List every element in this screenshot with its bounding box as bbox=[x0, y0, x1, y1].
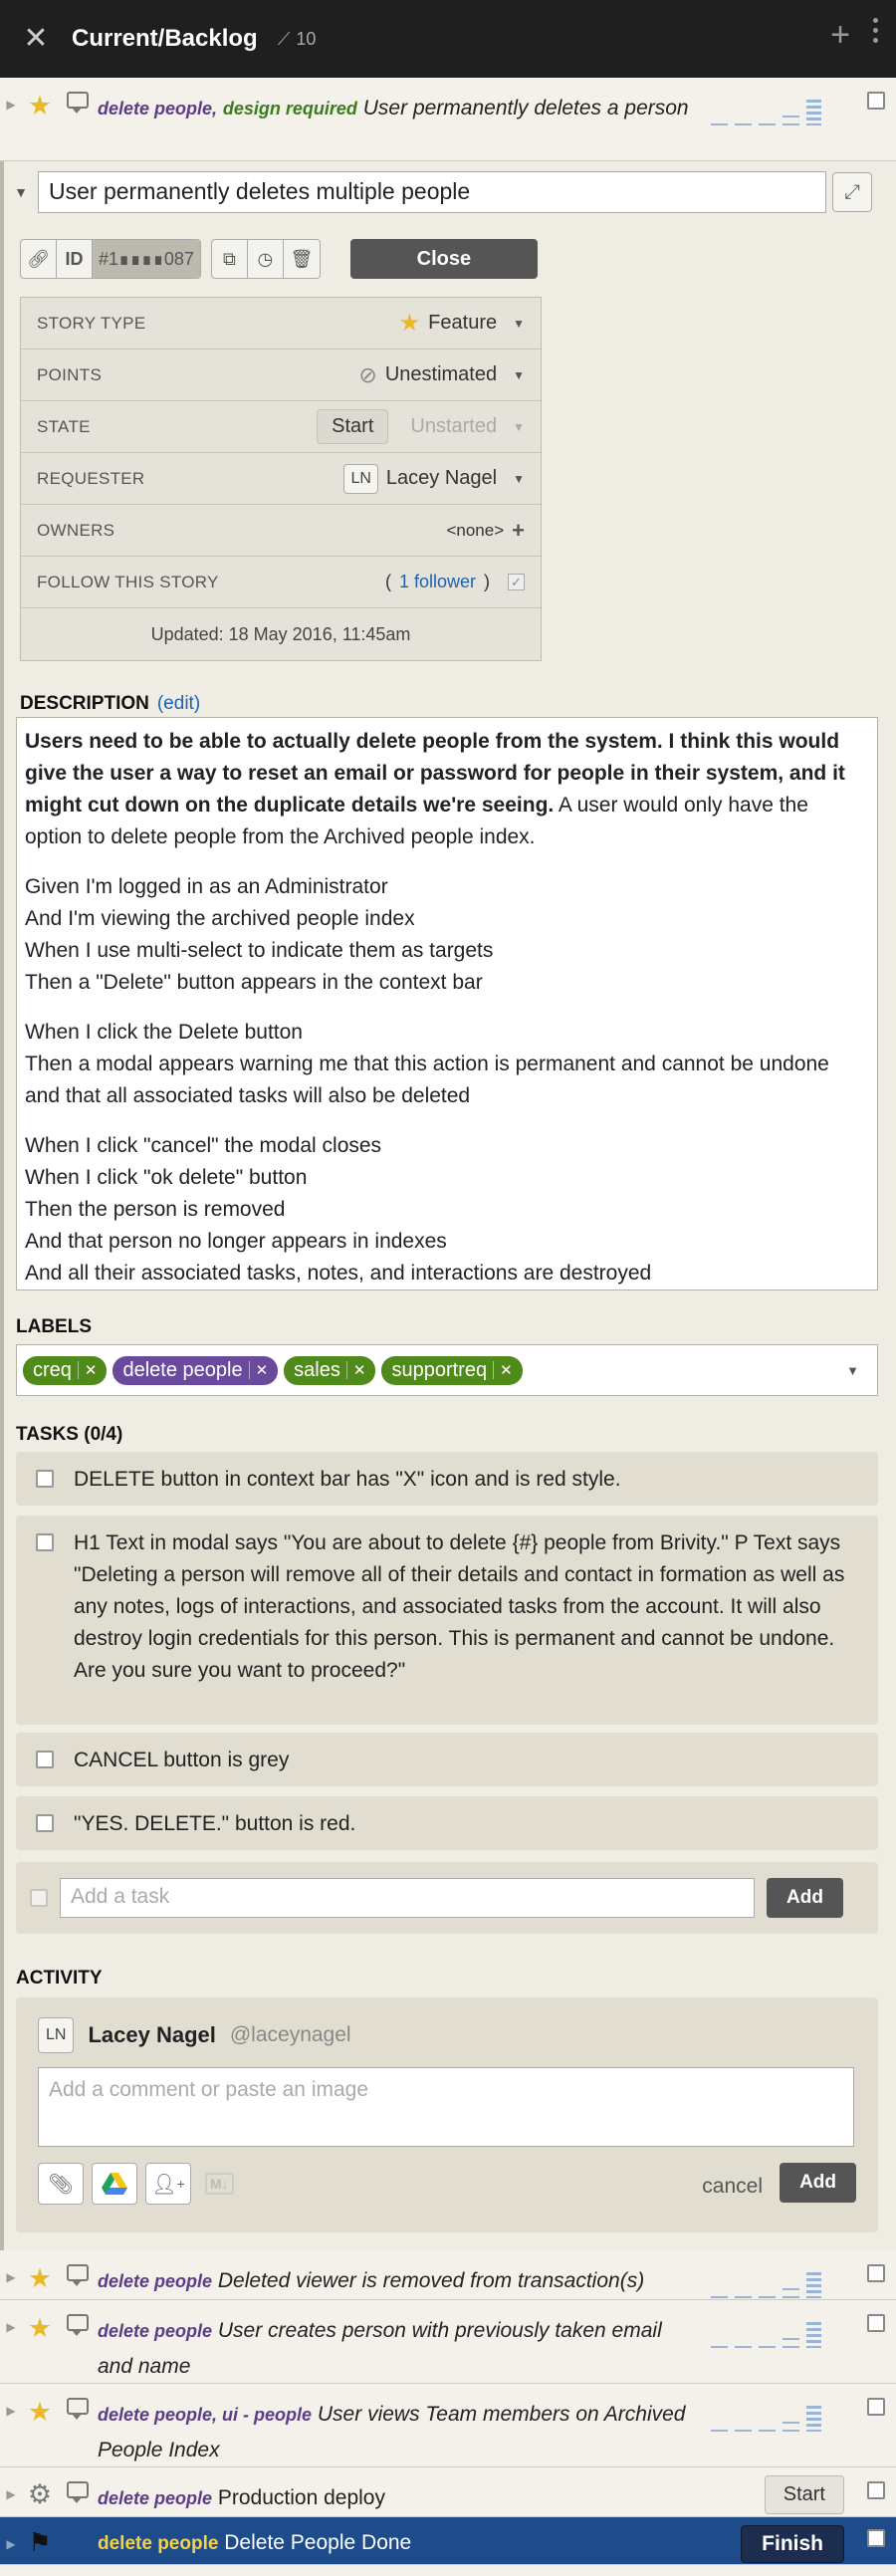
points-row[interactable]: POINTS ⊘ Unestimated ▼ bbox=[21, 350, 541, 401]
id-toolbar bbox=[20, 239, 538, 279]
estimate-selector[interactable] bbox=[711, 2250, 856, 2298]
story-row[interactable] bbox=[0, 2467, 896, 2517]
id-value[interactable]: #1∎∎∎∎087 bbox=[93, 240, 200, 278]
story-label[interactable]: delete people bbox=[98, 2533, 219, 2554]
feature-star-icon: ★ bbox=[398, 310, 421, 337]
task-checkbox[interactable] bbox=[36, 1470, 54, 1488]
story-title: delete people, ui - people User views Team members on Archived People Index bbox=[98, 2403, 686, 2461]
finish-button[interactable]: Finish bbox=[741, 2525, 844, 2563]
story-label[interactable]: delete people bbox=[98, 2488, 213, 2508]
description-text[interactable]: Users need to be able to actually delete people from the system. I think this would give the user a way to reset an email or password for people in their system, and it might cut down on the duplicate details we're seeing. A user would only have the option to delete people from the Archived people index. Given I'm logged in as an Administrator And I'm viewing the archived people index When I use multi-select to indicate them as targets Then a "Delete" button appears in the context bar When I click the Delete button Then a modal appears warning me that this action is permanent and cannot be undone and that all associated tasks will also be deleted When I click "cancel" the modal closes When I click "ok delete" button Then the person is removed And that person no longer appears in indexes And all their associated tasks, notes, and interactions are destroyed bbox=[16, 717, 878, 1290]
story-title-row bbox=[4, 171, 872, 213]
labels-heading: LABELS bbox=[16, 1316, 92, 1337]
add-task-button[interactable]: Add bbox=[767, 1878, 843, 1918]
story-title-input[interactable]: User permanently deletes multiple people bbox=[38, 171, 826, 213]
story-title: delete people Production deploy bbox=[98, 2486, 385, 2509]
estimate-selector[interactable] bbox=[711, 78, 856, 125]
cancel-comment-link[interactable]: cancel bbox=[702, 2175, 763, 2198]
comment-tools bbox=[38, 2163, 234, 2205]
kebab-icon[interactable] bbox=[870, 18, 880, 43]
expand-triangle-icon[interactable]: ▶ bbox=[6, 2270, 16, 2284]
expand-triangle-icon[interactable]: ▶ bbox=[6, 2320, 16, 2334]
close-button[interactable]: Close bbox=[350, 239, 538, 279]
chevron-down-icon: ▼ bbox=[513, 471, 525, 486]
select-checkbox[interactable] bbox=[856, 2250, 896, 2287]
story-properties bbox=[20, 297, 542, 661]
task-checkbox bbox=[30, 1889, 48, 1907]
trash-icon[interactable]: 🗑︎ bbox=[290, 248, 314, 269]
story-label[interactable]: delete people, ui - people bbox=[98, 2405, 313, 2425]
remove-icon[interactable]: ✕ bbox=[493, 1361, 513, 1379]
estimate-selector[interactable] bbox=[711, 2384, 856, 2432]
history-icon[interactable]: ◷ bbox=[248, 240, 284, 278]
story-row[interactable] bbox=[0, 2300, 896, 2384]
task-item[interactable]: H1 Text in modal says "You are about to delete {#} people from Brivity." P Text says "Deleting a person will remove all of their details and contact in formation as well as any notes, logs of interactions, and associated tasks from the account. It will also destroy login credentials for this person. This is permanent and cannot be undone. Are you sure you want to proceed?" bbox=[16, 1516, 878, 1725]
unestimated-icon: ⊘ bbox=[358, 361, 377, 387]
comment-icon bbox=[58, 2384, 98, 2420]
select-checkbox[interactable] bbox=[856, 2384, 896, 2421]
flag-icon: ⚑ bbox=[28, 2527, 52, 2557]
comment-author bbox=[38, 2017, 351, 2053]
id-group bbox=[20, 239, 201, 279]
story-label[interactable]: delete people bbox=[98, 2321, 213, 2341]
trend-icon: ⟋ bbox=[277, 28, 291, 49]
add-person-icon[interactable]: 👤︎ + bbox=[145, 2163, 191, 2205]
comment-icon bbox=[58, 2300, 98, 2336]
story-label[interactable]: design required bbox=[222, 99, 357, 118]
task-item[interactable]: DELETE button in context bar has "X" icon and is red style. bbox=[16, 1452, 878, 1506]
chevron-down-icon[interactable]: ▼ bbox=[846, 1362, 859, 1378]
task-checkbox[interactable] bbox=[36, 1533, 54, 1551]
story-type-row[interactable]: STORY TYPE ★ Feature ▼ bbox=[21, 298, 541, 350]
label-chip[interactable]: delete people ✕ bbox=[112, 1356, 278, 1385]
remove-icon[interactable]: ✕ bbox=[249, 1361, 269, 1379]
description-edit-link[interactable]: (edit) bbox=[156, 693, 201, 714]
clone-icon[interactable]: ⧉ bbox=[212, 240, 248, 278]
chevron-down-icon: ▼ bbox=[513, 316, 525, 331]
add-task-input[interactable]: Add a task bbox=[60, 1878, 755, 1918]
story-title: delete people Deleted viewer is removed from transaction(s) bbox=[98, 2269, 645, 2292]
chevron-down-icon: ▼ bbox=[513, 367, 525, 382]
labels-field[interactable] bbox=[16, 1344, 878, 1396]
follow-checkbox[interactable]: ✓ bbox=[508, 574, 525, 590]
paperclip-icon[interactable]: 📎︎ bbox=[38, 2163, 84, 2205]
task-checkbox[interactable] bbox=[36, 1751, 54, 1768]
add-task-row bbox=[16, 1862, 878, 1934]
expand-triangle-icon[interactable]: ▶ bbox=[6, 2537, 16, 2551]
task-item[interactable]: CANCEL button is grey bbox=[16, 1733, 878, 1786]
followers-link[interactable]: 1 follower bbox=[398, 572, 476, 591]
story-count: ⟋ 10 bbox=[277, 28, 317, 49]
comment-icon bbox=[58, 78, 98, 114]
follow-row: FOLLOW THIS STORY ( 1 follower ) ✓ bbox=[21, 557, 541, 608]
expand-icon[interactable]: ⤢ bbox=[832, 172, 872, 212]
avatar: LN bbox=[343, 464, 377, 494]
star-icon[interactable]: ★ bbox=[27, 91, 53, 120]
estimate-selector[interactable] bbox=[711, 2300, 856, 2348]
select-checkbox[interactable] bbox=[856, 2300, 896, 2337]
remove-icon[interactable]: ✕ bbox=[78, 1361, 98, 1379]
action-group bbox=[211, 239, 321, 279]
description-heading: DESCRIPTION (edit) bbox=[20, 693, 201, 714]
start-button[interactable]: Start bbox=[317, 409, 388, 444]
story-title: delete people, design required User permanently deletes a person bbox=[98, 97, 689, 119]
link-icon[interactable]: 🔗︎ bbox=[21, 240, 57, 278]
comment-icon bbox=[58, 2467, 98, 2503]
remove-icon[interactable]: ✕ bbox=[346, 1361, 366, 1379]
story-row[interactable] bbox=[0, 2250, 896, 2300]
comment-input[interactable]: Add a comment or paste an image bbox=[38, 2067, 854, 2147]
story-label[interactable]: delete people bbox=[98, 2271, 213, 2291]
markdown-icon[interactable]: M↓ bbox=[205, 2173, 234, 2195]
select-checkbox[interactable] bbox=[856, 78, 896, 115]
label-chip[interactable]: sales ✕ bbox=[284, 1356, 375, 1385]
star-icon[interactable]: ★ bbox=[27, 2313, 53, 2343]
select-checkbox[interactable] bbox=[856, 2467, 896, 2504]
start-button[interactable]: Start bbox=[765, 2475, 844, 2514]
owners-row[interactable]: OWNERS <none> + bbox=[21, 505, 541, 557]
plus-icon[interactable]: + bbox=[830, 16, 850, 54]
star-icon[interactable]: ★ bbox=[27, 2263, 53, 2293]
story-row[interactable] bbox=[0, 78, 896, 161]
select-checkbox[interactable] bbox=[856, 2517, 896, 2552]
expand-triangle-icon[interactable]: ▶ bbox=[6, 2404, 16, 2418]
expand-triangle-icon[interactable]: ▶ bbox=[6, 98, 16, 112]
activity-heading: ACTIVITY bbox=[16, 1968, 103, 1989]
task-checkbox[interactable] bbox=[36, 1814, 54, 1832]
plus-icon[interactable]: + bbox=[512, 517, 525, 543]
collapse-triangle-icon[interactable]: ▼ bbox=[14, 184, 28, 200]
label-chip[interactable]: creq ✕ bbox=[23, 1356, 107, 1385]
author-name: Lacey Nagel bbox=[88, 2022, 216, 2047]
requester-row[interactable]: REQUESTER LN Lacey Nagel ▼ bbox=[21, 453, 541, 505]
gear-icon: ⚙ bbox=[27, 2479, 53, 2509]
story-label[interactable]: delete people bbox=[98, 99, 213, 118]
next-row-edge bbox=[0, 2564, 896, 2576]
state-value[interactable]: Unstarted bbox=[410, 415, 498, 437]
avatar: LN bbox=[38, 2017, 74, 2053]
story-title: delete people User creates person with previously taken email and name bbox=[98, 2319, 662, 2378]
label-chip[interactable]: supportreq ✕ bbox=[381, 1356, 522, 1385]
chevron-down-icon: ▼ bbox=[513, 419, 525, 434]
task-item[interactable]: "YES. DELETE." button is red. bbox=[16, 1796, 878, 1850]
comment-icon bbox=[58, 2250, 98, 2286]
story-row[interactable] bbox=[0, 2517, 896, 2565]
updated-row bbox=[21, 608, 541, 660]
id-label[interactable]: ID bbox=[57, 240, 93, 278]
add-comment-button[interactable]: Add bbox=[780, 2163, 856, 2203]
star-icon[interactable]: ★ bbox=[27, 2397, 53, 2427]
state-row: STATE Start Unstarted ▼ bbox=[21, 401, 541, 453]
panel-header bbox=[0, 0, 896, 78]
close-icon[interactable]: ✕ bbox=[23, 22, 49, 55]
story-title: delete people Delete People Done bbox=[98, 2531, 412, 2554]
story-row[interactable] bbox=[0, 2384, 896, 2467]
panel-title: Current/Backlog bbox=[72, 25, 258, 52]
expand-triangle-icon[interactable]: ▶ bbox=[6, 2487, 16, 2501]
updated-timestamp: Updated: 18 May 2016, 11:45am bbox=[150, 623, 411, 644]
google-drive-icon[interactable] bbox=[92, 2163, 137, 2205]
author-handle: @laceynagel bbox=[229, 2023, 351, 2046]
activity-panel bbox=[16, 1997, 878, 2232]
tasks-heading: TASKS (0/4) bbox=[16, 1424, 123, 1445]
